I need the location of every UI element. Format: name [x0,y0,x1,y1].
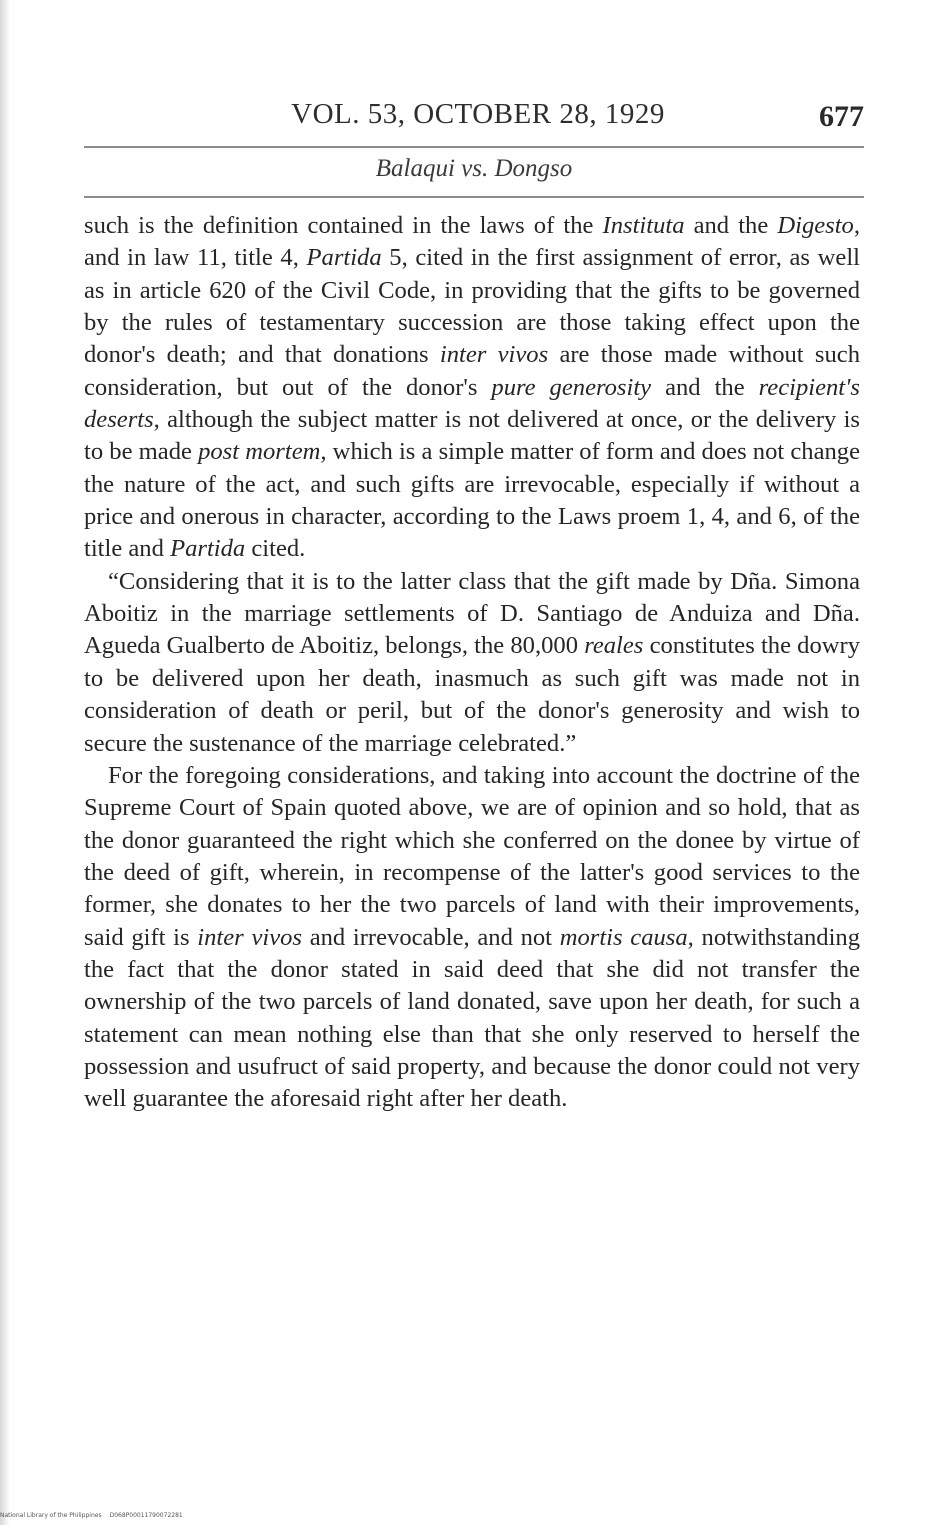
header-rule-bottom [84,196,864,198]
footer-library: National Library of the Philippines [0,1512,102,1519]
case-title: Balaqui vs. Dongso [375,155,573,182]
scan-footer [0,1512,183,1519]
running-head [92,98,864,138]
header-rule-top [84,146,864,148]
page-number: 677 [819,100,864,133]
footer-code: D068P00011790072281 [109,1512,183,1519]
page-edge-shadow [0,0,10,1525]
paragraph-3: For the foregoing considerations, and taking into account the doctrine of the Supreme Court of Spain quoted above, we are of opinion and so hold, that as the donor guaranteed the right which she conferred on the donee by virtue of the deed of gift, wherein, in recompense of the latter's good services to the former, she donates to her the two parcels of land with their improvements, said gift is inter vivos and irrevocable, and not mortis causa, notwithstanding the fact that the donor stated in said deed that she did not transfer the ownership of the two parcels of land donated, save upon her death, for such a statement can mean nothing else than that she only reserved to herself the possession and usufruct of said property, and because the donor could not very well guarantee the aforesaid right after her death. [84,761,861,1113]
body-text [84,210,860,1116]
paragraph-2: “Considering that it is to the latter class that the gift made by Dña. Simona Aboitiz in the marriage settlements of D. Santiago de Anduiza and Dña. Agueda Gualberto de Aboitiz, belongs, the 80,000 reales constitutes the dowry to be delivered upon her death, inasmuch as such gift was made not in consideration of death or peril, but of the donor's generosity and wish to secure the sustenance of the marriage celebrated.” [84,567,861,757]
volume-date: VOL. 53, OCTOBER 28, 1929 [291,98,665,130]
paragraph-1: such is the definition contained in the laws of the Instituta and the Digesto, and in law 11, title 4, Partida 5, cited in the first assignment of error, as well as in article 620 of the Civil Code, in providing that the gifts to be governed by the rules of testamentary succession are those taking effect upon the donor's death; and that donations inter vivos are those made without such consideration, but out of the donor's pure generosity and the recipient's deserts, although the subject matter is not delivered at once, or the delivery is to be made post mortem, which is a simple matter of form and does not change the nature of the act, and such gifts are irrevocable, especially if without a price and onerous in character, according to the Laws proem 1, 4, and 6, of the title and Partida cited. [84,212,861,563]
